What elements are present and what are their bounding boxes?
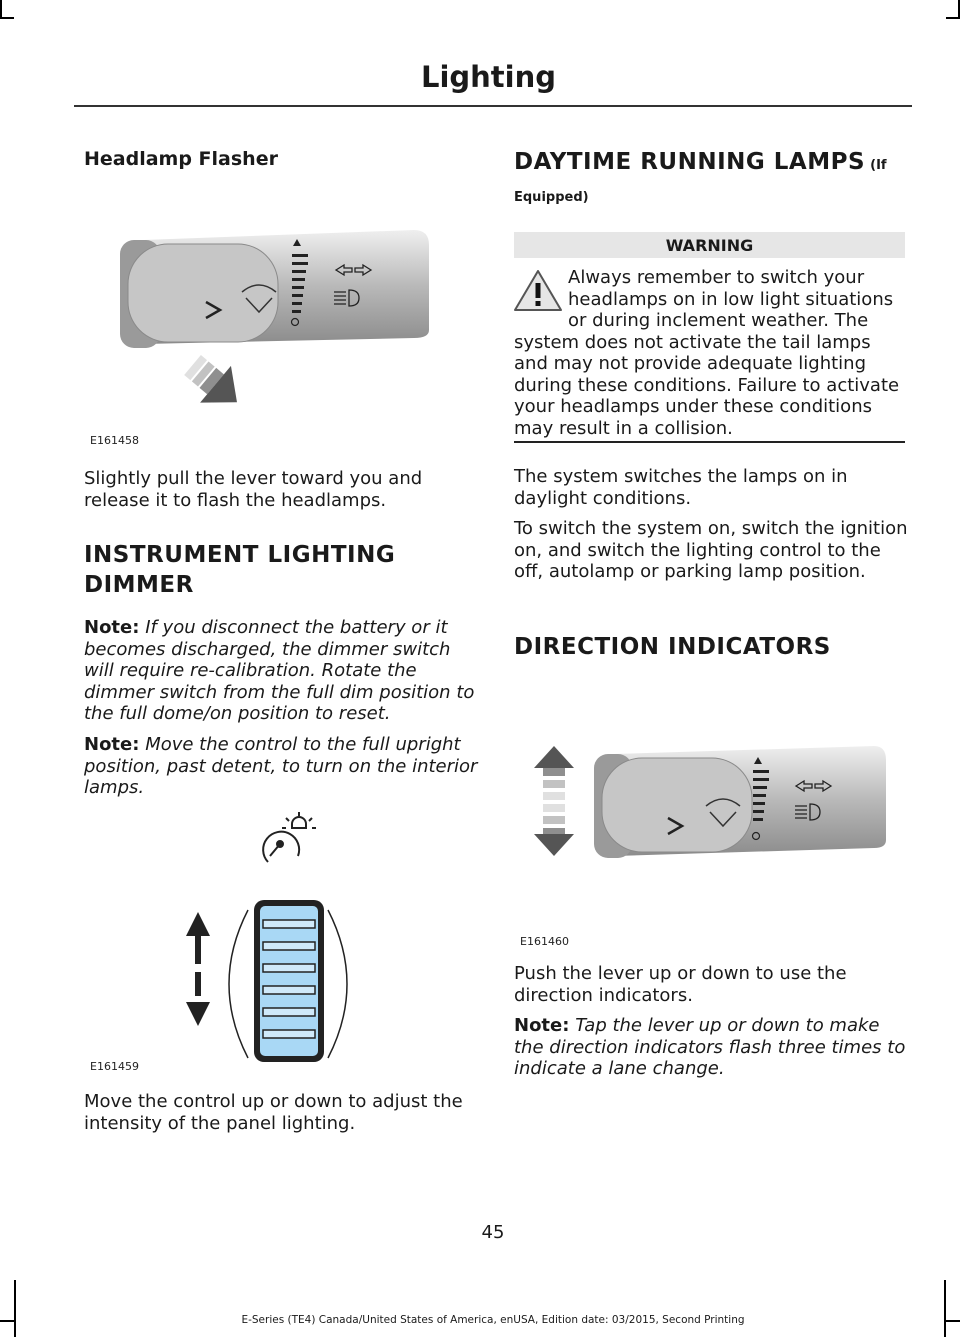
- warning-divider: [514, 441, 905, 443]
- drl-heading-main: DAYTIME RUNNING LAMPS: [514, 149, 866, 175]
- drl-heading-suffix: (If: [870, 158, 887, 173]
- dimmer-body: Move the control up or down to adjust the intensity of the panel lighting.: [84, 1091, 463, 1134]
- drl-heading: [514, 147, 914, 177]
- crop-mark: [14, 1280, 16, 1337]
- crop-mark: [946, 17, 960, 19]
- note-text: Move the control to the full upright position, past detent, to turn on the interior lamps.: [84, 734, 478, 798]
- headlamp-flasher-figure: [84, 220, 474, 430]
- note-label: Note:: [84, 617, 140, 638]
- dimmer-note-2: [84, 734, 479, 799]
- figure-code: E161460: [520, 935, 569, 948]
- note-text: If you disconnect the battery or it becomes discharged, the dimmer switch will require re-calibration. Rotate the dimmer switch from the full dim position to the full dome/on position to reset.: [84, 617, 475, 724]
- header-divider: [74, 105, 912, 107]
- note-label: Note:: [84, 734, 140, 755]
- drl-para-1: The system switches the lamps on in daylight conditions.: [514, 466, 848, 509]
- warning-body: Always remember to switch your headlamps on in low light situations or during inclement weather. The system does not activate the tail lamps and may not provide adequate lighting during these conditions. Failure to activate your headlamps under these conditions may result in a collision.: [514, 267, 900, 439]
- direction-indicators-figure: [514, 740, 904, 930]
- dimmer-heading-line2: DIMMER: [84, 572, 194, 598]
- drl-para-2: To switch the system on, switch the ignition on, and switch the lighting control to the off, autolamp or parking lamp position.: [514, 518, 908, 582]
- footer-edition: E-Series (TE4) Canada/United States of America, enUSA, Edition date: 03/2015, Second Printing: [241, 1314, 745, 1326]
- crop-mark: [944, 1280, 946, 1337]
- figure-code: E161459: [90, 1060, 139, 1073]
- dimmer-note-1: [84, 617, 479, 725]
- warning-icon-space: [514, 267, 568, 329]
- warning-text: [514, 267, 907, 439]
- crop-mark: [0, 0, 2, 17]
- direction-indicators-heading: DIRECTION INDICATORS: [514, 634, 831, 660]
- note-text: Tap the lever up or down to make the direction indicators flash three times to indicate a lane change.: [514, 1015, 906, 1079]
- figure-code: E161458: [90, 434, 139, 447]
- dimmer-heading-line1: INSTRUMENT LIGHTING: [84, 542, 396, 568]
- headlamp-flasher-body: Slightly pull the lever toward you and release it to flash the headlamps.: [84, 468, 423, 511]
- drl-heading-suffix-line2: Equipped): [514, 190, 589, 205]
- note-label: Note:: [514, 1015, 570, 1036]
- headlamp-flasher-heading: Headlamp Flasher: [84, 148, 278, 170]
- crop-mark: [0, 17, 14, 19]
- direction-body: Push the lever up or down to use the direction indicators.: [514, 963, 847, 1006]
- page-number: 45: [481, 1222, 505, 1243]
- direction-note: [514, 1015, 909, 1080]
- section-title: Lighting: [420, 60, 556, 94]
- warning-label: WARNING: [514, 232, 905, 258]
- dimmer-icon: [263, 812, 316, 862]
- dimmer-figure: [170, 812, 360, 1068]
